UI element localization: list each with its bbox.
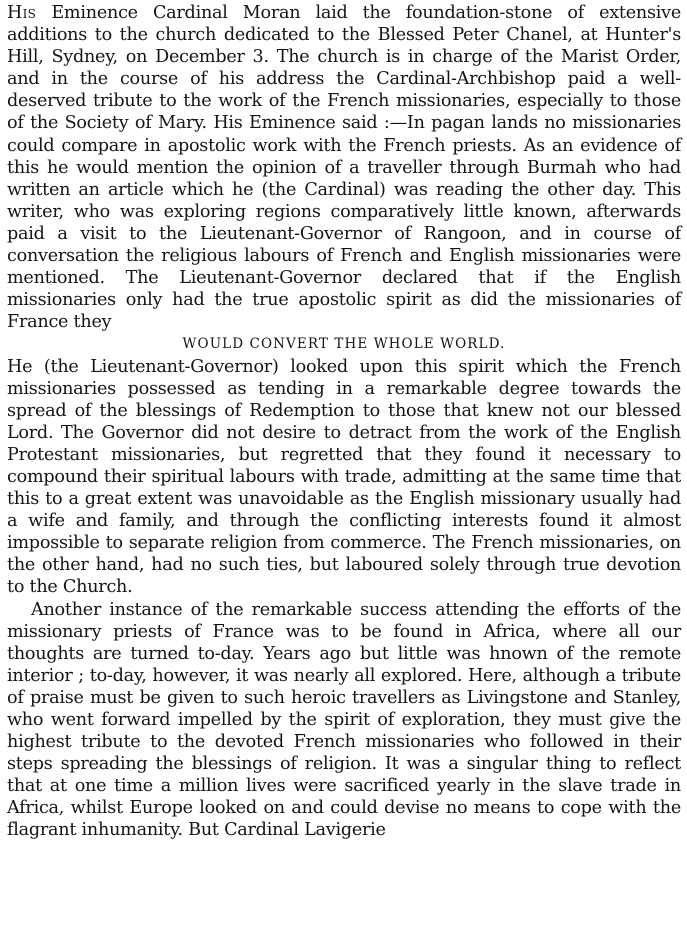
paragraph-africa: Another instance of the remarkable success attending the efforts of the missionary priests of France was to be found in Africa, where all our thoughts are turned to-day. Years ago but little was hnown of the remote interior ; to-day, however, it was nearly all explored. Here, although a tribute of praise must be given to such heroic travellers as Livingstone and Stanley, who went forward impelled by the spirit of exploration, they must give the highest tribute to the devoted French missionaries who followed in their steps spreading the blessings of religion. It was a singular thing to reflect that at one time a million lives were sacrificed yearly in the slave trade in Africa, whilst Europe looked on and could devise no means to cope with the flagrant inhumanity. But Cardinal Lavigerie [7,599,681,841]
paragraph-opening-text: Eminence Cardinal Moran laid the foundation-stone of extensive additions to the church dedicated to the Blessed Peter Chanel, at Hunter's Hill, Sydney, on December 3. The church is in charge of the Marist Order, and in the course of his address the Cardinal-Archbishop paid a well-deserved tribute to the work of the French missionaries, especially to those of the Society of Mary. His Eminence said :—In pagan lands no missionaries could compare in apostolic work with the French priests. As an evidence of this he would mention the opinion of a traveller through Burmah who had written an article which he (the Cardinal) was reading the other day. This writer, who was exploring regions comparatively little known, afterwards paid a visit to the Lieutenant-Governor of Rangoon, and in course of conversation the religious labours of French and English missionaries were mentioned. The Lieutenant-Governor declared that if the English missionaries only had the true apostolic spirit as did the missionaries of France they [7,3,682,333]
opening-word: His [7,3,37,23]
paragraph-opening [7,2,681,333]
section-subheading: WOULD CONVERT THE WHOLE WORLD. [182,336,506,353]
paragraph-lieutenant-governor: He (the Lieutenant-Governor) looked upon this spirit which the French missionaries possessed as tending in a remarkable degree towards the spread of the blessings of Redemption to those that knew not our blessed Lord. The Governor did not desire to detract from the work of the English Protestant missionaries, but regretted that they found it necessary to compound their spiritual labours with trade, admitting at the same time that this to a great extent was unavoidable as the English missionary usually had a wife and family, and through the conflicting interests found it almost impossible to separate religion from commerce. The French missionaries, on the other hand, had no such ties, but laboured solely through true devotion to the Church. [7,356,681,598]
